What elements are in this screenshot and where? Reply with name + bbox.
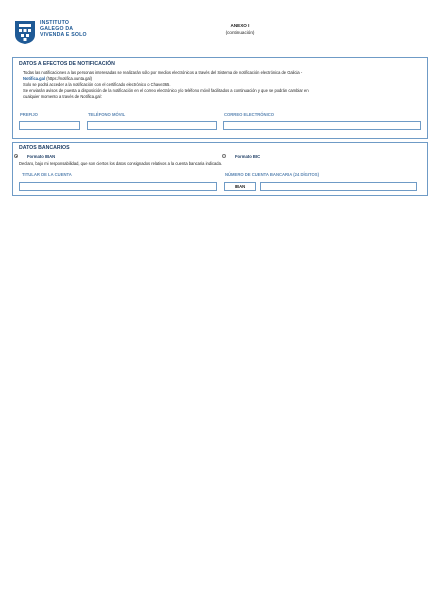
account-number-label: NÚMERO DE CUENTA BANCARIA (24 DÍGITOS) <box>225 172 319 177</box>
notification-text-line: cualquier momento a través de Notifica.gal: <box>23 93 102 99</box>
notification-text-line: Todas las notificaciones a las personas interesadas se realizarán sólo por medios electrónicos a través del Sistema de notificación electrónica de Galicia - <box>23 70 303 75</box>
section-title: DATOS A EFECTOS DE NOTIFICACIÓN <box>19 61 115 67</box>
logo-text <box>40 20 87 38</box>
phone-label: TELÉFONO MÓVIL <box>88 112 126 117</box>
iban-format-radio[interactable] <box>14 154 18 158</box>
bic-format-label: Formato BIC <box>235 154 261 159</box>
bank-declaration: Declaro, bajo mi responsabilidad, que son ciertos los datos consignados relativos a la cuenta bancaria indicada. <box>19 161 222 166</box>
account-holder-input[interactable] <box>19 182 217 191</box>
logo-line: INSTITUTO <box>40 20 70 26</box>
bank-section <box>12 142 428 196</box>
phone-input[interactable] <box>87 121 217 130</box>
notifica-url: (https://notifica.xunta.gal) <box>45 75 92 81</box>
iban-format-label: Formato IBAN <box>27 154 56 159</box>
annex-title: ANEXO I <box>230 23 250 28</box>
institution-logo <box>14 20 87 45</box>
account-number-input[interactable] <box>260 182 417 191</box>
bic-format-radio[interactable] <box>222 154 226 158</box>
notification-text-line <box>23 76 92 81</box>
logo-line: GALEGO DA <box>40 26 74 32</box>
section-title: DATOS BANCARIOS <box>19 145 70 151</box>
notifica-link[interactable]: Notifica.gal <box>23 75 46 81</box>
account-holder-label: TITULAR DE LA CUENTA <box>22 172 72 177</box>
annex-heading <box>205 23 275 36</box>
prefix-label: PREFIJO <box>20 112 38 117</box>
notification-text-line: Solo se podrá acceder a la notificación con el certificado electrónico o Chave365. <box>23 82 171 87</box>
notification-section <box>12 57 428 139</box>
prefix-input[interactable] <box>19 121 80 130</box>
email-input[interactable] <box>223 121 421 130</box>
galicia-coat-of-arms-icon <box>14 20 36 45</box>
logo-line: VIVENDA E SOLO <box>40 32 87 38</box>
email-label: CORREO ELECTRÓNICO <box>224 112 275 117</box>
iban-prefix-tag: IBAN <box>224 182 256 191</box>
annex-subtitle: (continuación) <box>225 29 255 35</box>
notification-text-line: Se enviarán avisos de puesta a disposición de la notificación en el correo electrónico y/o teléfono móvil facilitados a continuación y que se podrán cambiar en <box>23 88 309 93</box>
